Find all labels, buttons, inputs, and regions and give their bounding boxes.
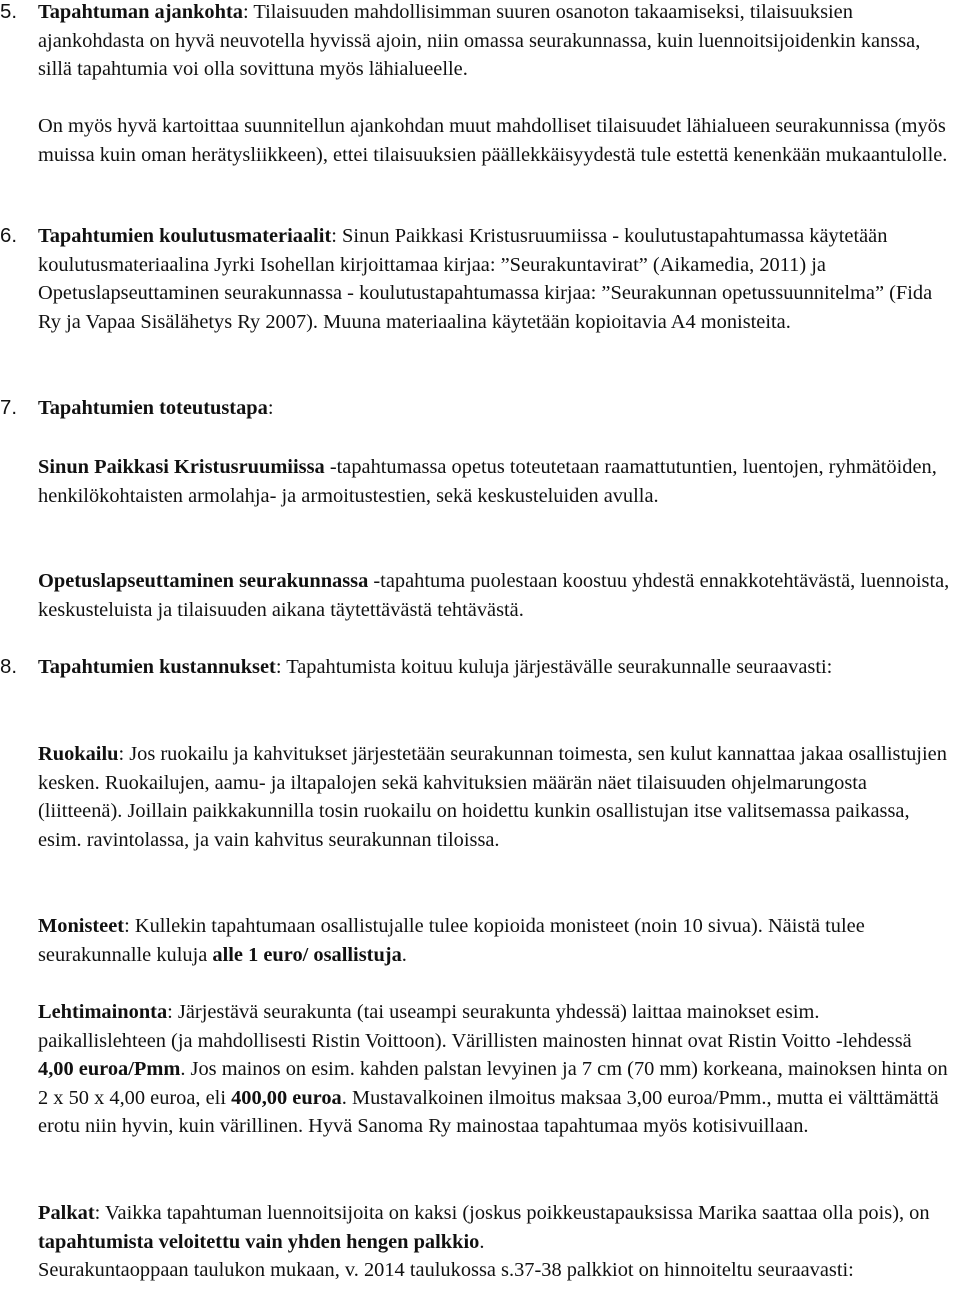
section-7-paragraph-1 [38, 453, 952, 510]
lehtimainonta-label: Lehtimainonta [38, 1001, 168, 1023]
palkat-paragraph [38, 1199, 952, 1256]
heading-colon: : [267, 397, 274, 419]
ruokailu-paragraph [38, 740, 952, 854]
section-number: 6. [0, 225, 18, 247]
paragraph-text: -tapahtuma puolestaan koostuu yhdestä ennakkotehtävästä, luennoista, keskusteluista ja tilaisuuden aikana täytettävästä tehtävästä. [38, 570, 950, 621]
ruokailu-label: Ruokailu [38, 743, 119, 765]
lehtimainonta-paragraph [38, 998, 952, 1141]
palkat-line: Seurakuntaoppaan taulukon mukaan, v. 2014 taulukossa s.37-38 palkkiot on hinnoiteltu seuraavasti: [38, 1259, 854, 1282]
section-text: : Tapahtumista koituu kuluja järjestävälle seurakunnalle seuraavasti: [275, 656, 833, 678]
monisteet-end: . [401, 943, 407, 966]
section-text: : Tilaisuuden mahdollisimman suuren osanoton takaamiseksi, tilaisuuksien ajankohdasta on hyvä neuvotella hyvissä ajoin, niin omassa seurakunnassa, kuin luennoitsijoidenkin kanssa, sillä tapahtumia voi olla sovittuna myös lähialueelle. [38, 1, 921, 81]
palkat-label: Palkat [38, 1202, 95, 1224]
ad-price-per-mm: 4,00 euroa/Pmm [38, 1058, 181, 1081]
monisteet-paragraph [38, 912, 952, 969]
palkat-end: . [479, 1230, 485, 1253]
section-heading: Tapahtumien toteutustapa [38, 397, 268, 419]
section-5-paragraph [38, 0, 952, 84]
monisteet-cost: alle 1 euro/ osallistuja [212, 943, 402, 966]
palkat-bold: tapahtumista veloitettu vain yhden hengen palkkio [38, 1230, 480, 1253]
section-heading: Tapahtumien kustannukset [38, 656, 276, 678]
section-heading: Tapahtumien koulutusmateriaalit [38, 225, 332, 247]
section-text: : Sinun Paikkasi Kristusruumiissa - koulutustapahtumassa käytetään koulutusmateriaalina Jyrki Isohellan kirjoittamaa kirjaa: ”Seurakuntavirat” (Aikamedia, 2011) ja Opetuslapseuttaminen seurakunnassa - koulutustapahtumassa kirjaa: ”Seurakunnan opetussuunnitelma” (Fida Ry ja Vapaa Sisälähetys Ry 2007). Muuna materiaalina käytetään kopioitavia A4 monisteita. [38, 225, 933, 333]
monisteet-text: : Kullekin tapahtumaan osallistujalle tulee kopioida monisteet (noin 10 sivua). Näistä tulee seurakunnalle kuluja [38, 915, 865, 966]
event-name: Opetuslapseuttaminen seurakunnassa [38, 570, 369, 592]
section-7-paragraph-2 [38, 567, 952, 624]
event-name: Sinun Paikkasi Kristusruumiissa [38, 456, 325, 478]
ruokailu-text: : Jos ruokailu ja kahvitukset järjestetään seurakunnan toimesta, sen kulut kannattaa jakaa osallistujien kesken. Ruokailujen, aamu- ja iltapalojen sekä kahvituksien määrän näet tilaisuuden ohjelmarungosta (liitteenä). Joillain paikkakunnilla tosin ruokailu on hoidettu kunkin osallistujan itse valitsemassa paikassa, esim. ravintolassa, ja vain kahvitus seurakunnan tiloissa. [38, 743, 947, 851]
section-6-paragraph [38, 222, 952, 336]
section-heading: Tapahtuman ajankohta [38, 1, 243, 23]
monisteet-label: Monisteet [38, 915, 125, 937]
palkat-text: : Vaikka tapahtuman luennoitsijoita on kaksi (joskus poikkeustapauksissa Marika saattaa olla pois), on [94, 1202, 930, 1224]
section-number: 8. [0, 656, 18, 678]
section-number: 7. [0, 397, 18, 419]
section-number: 5. [0, 1, 18, 23]
lehtimainonta-text-2: . Jos mainos on esim. kahden palstan levyinen ja 7 cm (70 mm) korkeana, mainoksen hinta on 2 x 50 x 4,00 euroa, eli [38, 1058, 948, 1109]
section-5-paragraph-2: On myös hyvä kartoittaa suunnitellun ajankohdan muut mahdolliset tilaisuudet lähialueen seurakunnissa (myös muissa kuin oman herätysliikkeen), ettei tilaisuuksien päällekkäisyydestä tule estettä kenenkään mukaantulolle. [38, 115, 948, 166]
lehtimainonta-text-3: . Mustavalkoinen ilmoitus maksaa 3,00 euroa/Pmm., mutta ei välttämättä erotu niin hyvin, kuin värillinen. Hyvä Sanoma Ry mainostaa tapahtumaa myös kotisivuillaan. [38, 1086, 939, 1138]
section-heading-line [38, 394, 952, 423]
ad-total-price: 400,00 euroa [231, 1086, 342, 1109]
paragraph-text: -tapahtumassa opetus toteutetaan raamattutuntien, luentojen, ryhmätöiden, henkilökohtaisten armolahja- ja armoitustestien, sekä keskusteluiden avulla. [38, 456, 937, 507]
section-8-paragraph [38, 653, 952, 682]
lehtimainonta-text: : Järjestävä seurakunta (tai useampi seurakunta yhdessä) laittaa mainokset esim. paikallislehteen (ja mahdollisesti Ristin Voittoon). Värillisten mainosten hinnat ovat Ristin Voitto -lehdessä [38, 1001, 912, 1052]
